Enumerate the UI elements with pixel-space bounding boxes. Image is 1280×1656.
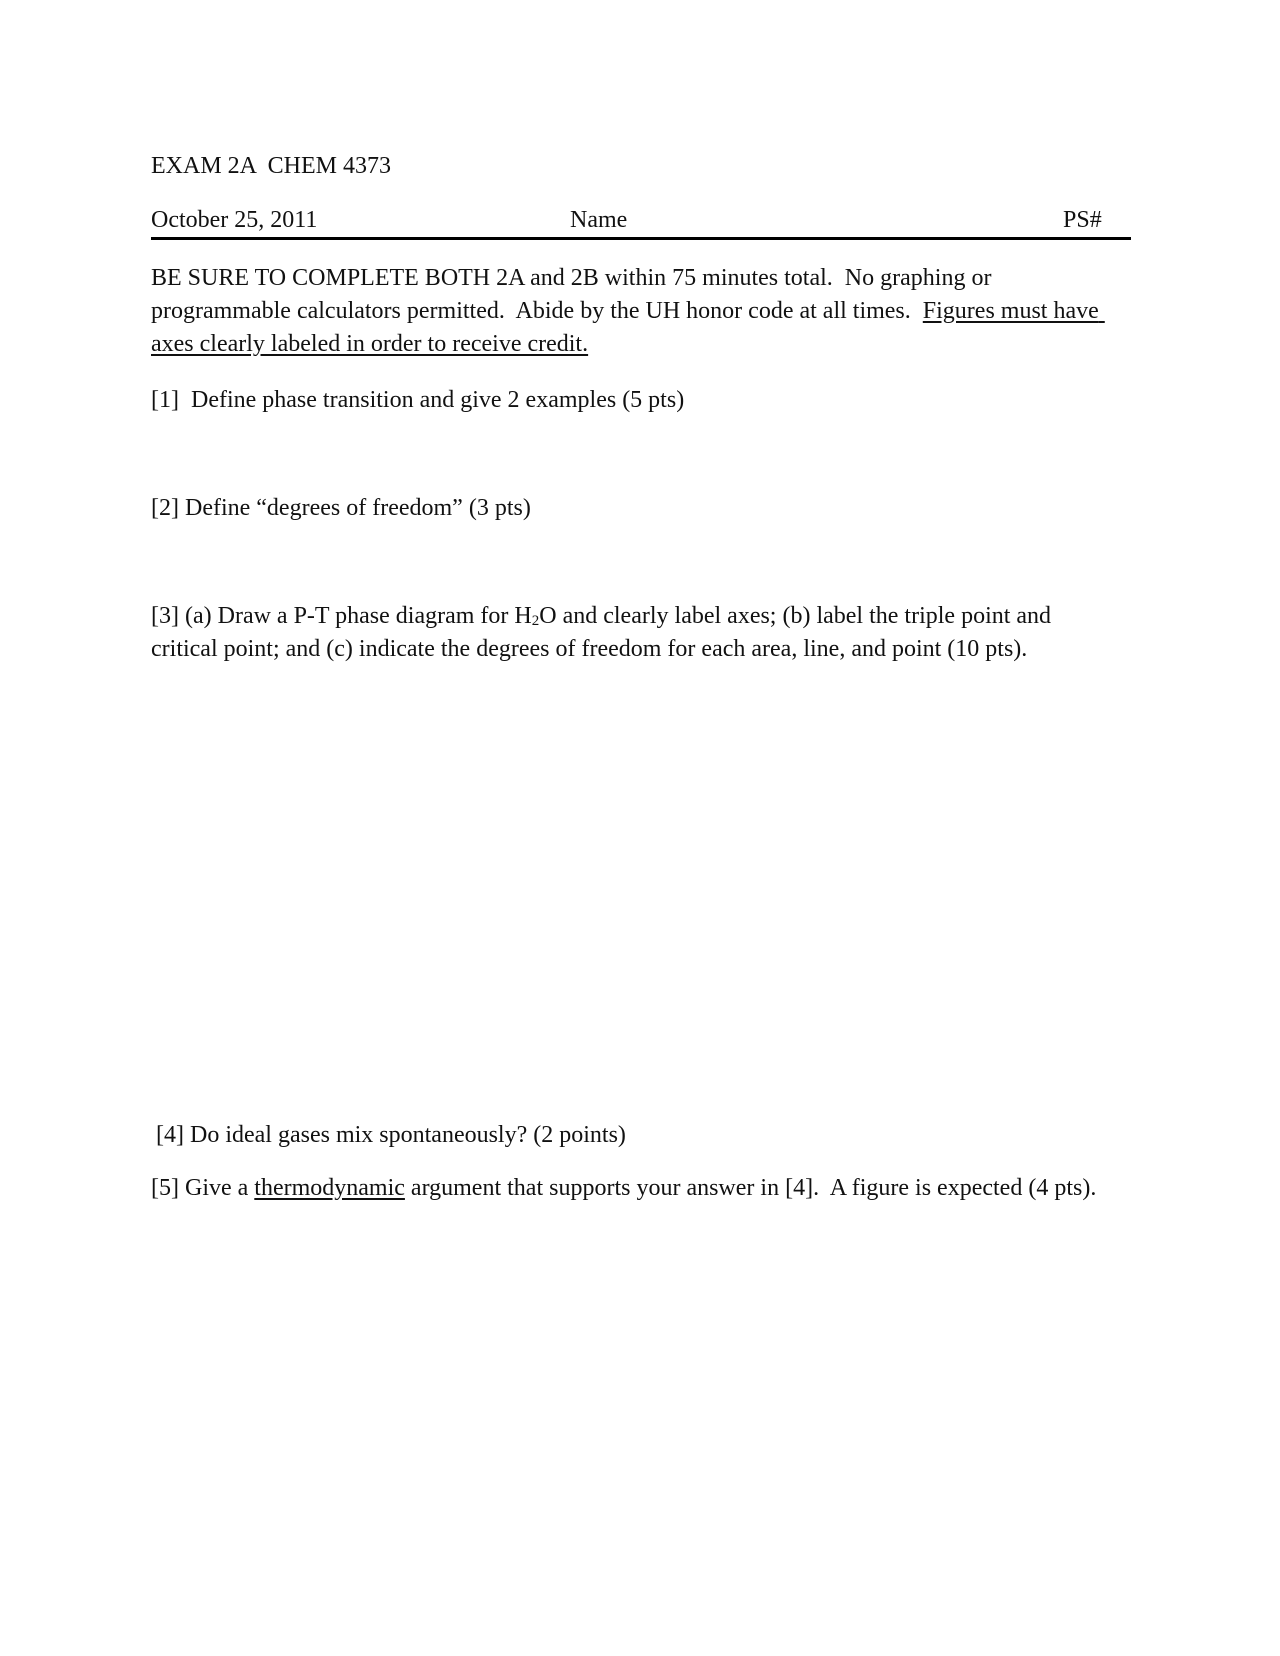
header-row [151, 205, 1131, 240]
question-5 [151, 1172, 1101, 1205]
question-3 [151, 600, 1101, 666]
question-2 [151, 492, 1101, 525]
exam-date: October 25, 2011 [151, 207, 318, 233]
question-4-text: [4] Do ideal gases mix spontaneously? (2 points) [156, 1122, 626, 1148]
question-5-underlined-text: thermodynamic [254, 1175, 405, 1201]
question-4 [156, 1119, 1106, 1152]
instructions-text: BE SURE TO COMPLETE BOTH 2A and 2B within 75 minutes total. No graphing or programmable calculators permitted. Abide by the UH honor code at all times. [151, 265, 998, 324]
question-5-text-before: [5] Give a [151, 1175, 255, 1201]
question-5-text-after: argument that supports your answer in [4]. A figure is expected (4 pts). [404, 1175, 1097, 1201]
instructions-paragraph [151, 262, 1105, 361]
instructions-underlined-text: Figures must have axes clearly labeled in order to receive credit. [151, 298, 1105, 357]
question-1-text: [1] Define phase transition and give 2 examples (5 pts) [151, 387, 685, 413]
question-3-text-after: O and clearly label axes; (b) label the triple point and critical point; and (c) indicate the degrees of freedom for each area, line, and point (10 pts). [151, 603, 1052, 662]
exam-title [151, 150, 1101, 183]
question-3-subscript: 2 [531, 613, 540, 629]
question-2-text: [2] Define “degrees of freedom” (3 pts) [151, 495, 531, 521]
ps-number-label: PS# [1063, 207, 1102, 233]
question-1 [151, 384, 1101, 417]
name-label: Name [570, 207, 628, 233]
exam-title-text: EXAM 2A CHEM 4373 [151, 153, 392, 179]
question-3-text-before: [3] (a) Draw a P-T phase diagram for H [151, 603, 532, 629]
